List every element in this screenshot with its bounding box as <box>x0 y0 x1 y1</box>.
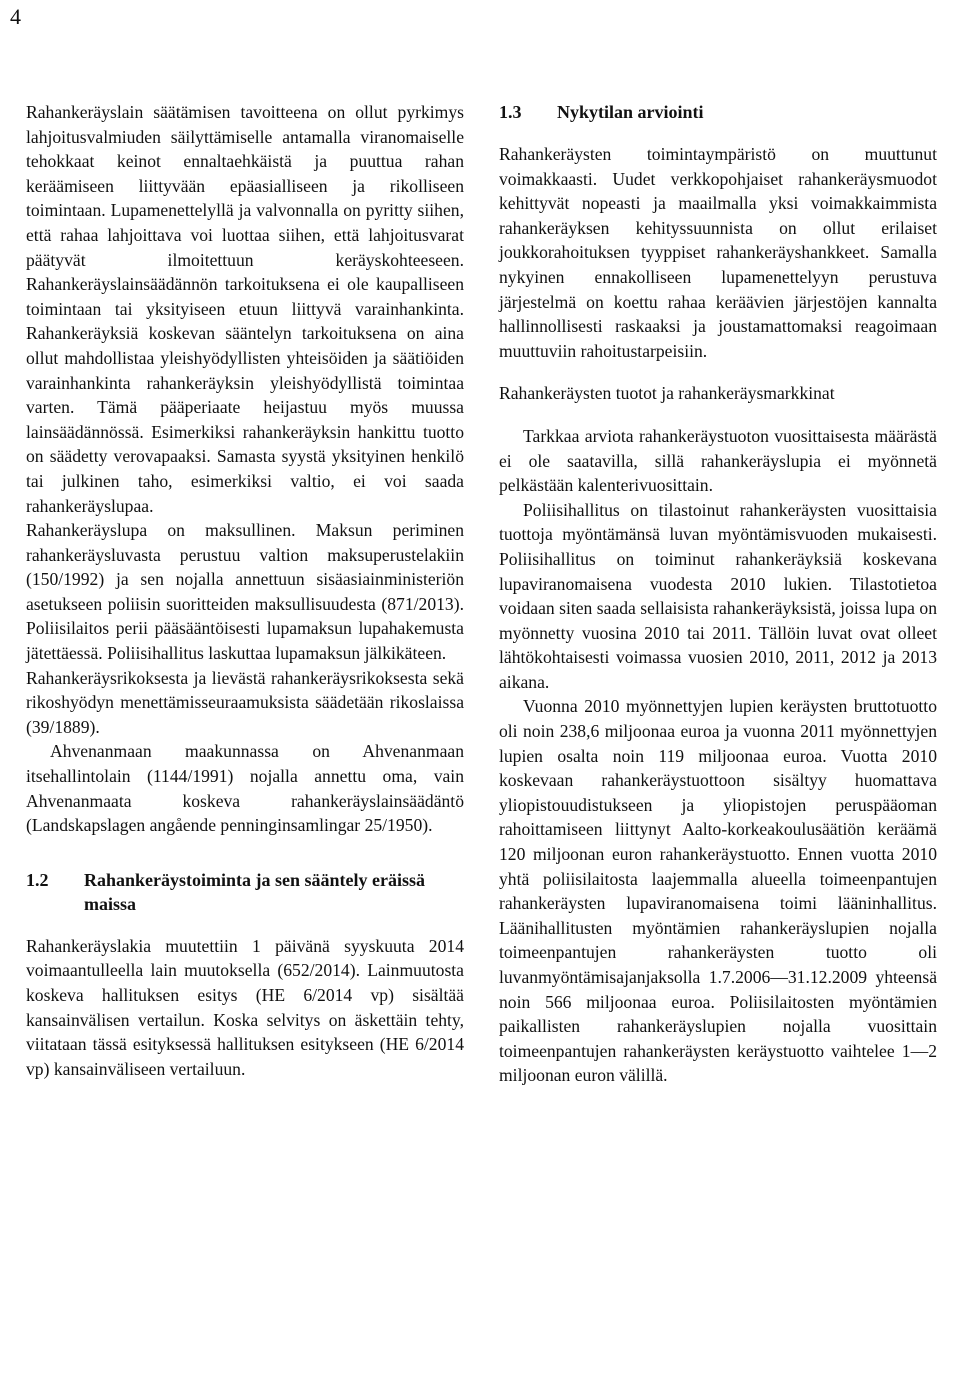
right-column <box>499 100 937 1088</box>
left-column <box>26 100 464 1081</box>
section-title: Rahankeräystoiminta ja sen sääntely eräissä maissa <box>84 869 425 914</box>
paragraph-police-statistics: Poliisihallitus on tilastoinut rahankeräysten vuosittaisia tuottoja myöntämänsä luvan myöntämisvuoden mukaisesti. Poliisihallitus on toiminut rahankeräyksiä koskevana lupaviranomaisena vuodesta 2010 lukien. Tilastotietoa voidaan siten saada sellaisista rahankeräyksistä, joissa lupa on myönnetty vuosina 2010 tai 2011. Tällöin luvat ovat olleet lähtökohtaisesti voimassa vuosien 2010, 2011, 2012 ja 2013 aikana. <box>499 499 937 692</box>
section-heading-1-3 <box>499 100 937 124</box>
paragraph-gross-revenue: Vuonna 2010 myönnettyjen lupien keräysten bruttotuotto oli noin 238,6 miljoonaa euroa ja vuonna 2011 myönnettyjen lupien osalta noin 119 miljoonaa euroa. Vuotta 2010 koskevaan rahankeräystuottoon sisältyy huomattava yliopistouudistukseen ja yliopistojen peruspääoman rahoittamiseen liittynyt Aalto-korkeakoulusäätiön keräämä 120 miljoonan euron rahankeräystuotto. Ennen vuotta 2010 yhtä poliisilaitosta laajemmalla alueella toimeenpantujen rahankeräysten lupaviranomaisena toimi lääninhallitus. Läänihallitusten myöntämien rahankeräyslupien nojalla toimeenpantujen rahankeräysten tuotto oli luvanmyöntämisajanjaksolla 1.7.2006—31.12.2009 yhteensä noin 566 miljoonaa euroa. Poliisilaitosten myöntämien paikallisten rahankeräyslupien nojalla vuosittain toimeenpantujen rahankeräysten keräystuotto vaihtelee 1—2 miljoonan euron välillä. <box>499 696 937 1086</box>
paragraph-estimate: Tarkkaa arviota rahankeräystuoton vuosittaisesta määrästä ei ole saatavilla, sillä rahankeräyslupia ei myönnetä pelkästään kalenterivuosittain. <box>499 425 937 496</box>
section-heading-1-2 <box>26 868 464 916</box>
section-number: 1.3 <box>499 102 522 122</box>
paragraph-fundraising-law-goals: Rahankeräyslain säätämisen tavoitteena on ollut pyrkimys lahjoitusvalmiuden säilyttämiselle antamalla viranomaiselle tehokkaat keinot ennaltaehkäistä ja puuttua rahan keräämiseen liittyvään epäasialliseen ja rikolliseen toimintaan. Lupamenettelyllä ja valvonnalla on pyritty siihen, että rahaa lahjoittava voi luottaa siihen, että lahjoitusvarat päätyvät ilmoitettuun keräyskohteeseen. Rahankeräyslainsäädännön tarkoituksena ei ole kaupalliseen toimintaan tai yksityiseen etuun liittyvä varainhankinta. Rahankeräyksiä koskevan sääntelyn tarkoituksena on aina ollut mahdollistaa yleishyödyllisten yhteisöiden ja säätiöiden varainhankinta rahankeräyksin yleishyödyllistä toimintaa varten. Tämä pääperiaate heijastuu myös muussa lainsäädännössä. Esimerkiksi rahankeräyksin hankittu tuotto on säädetty verovapaaksi. Samasta syystä yksityinen henkilö tai julkinen taho, esimerkiksi valtio, ei voi saada rahankeräyslupaa. <box>26 102 464 516</box>
paragraph-criminal-code: Rahankeräysrikoksesta ja lievästä rahankeräysrikoksesta sekä rikoshyödyn menettämisseuraamuksista säädetään rikoslaissa (39/1889). <box>26 667 464 737</box>
paragraph-law-amendment: Rahankeräyslakia muutettiin 1 päivänä syyskuuta 2014 voimaantulleella lain muutoksella (652/2014). Lainmuutosta koskeva hallituksen esitys (HE 6/2014 vp) sisältää kansainvälisen vertailun. Koska selvitys on äskettäin tehty, viitataan tässä esityksessä hallituksen esitykseen (HE 6/2014 vp) kansainväliseen vertailuun. <box>26 935 464 1079</box>
section-number: 1.2 <box>26 869 49 890</box>
paragraph-permit-fee: Rahankeräyslupa on maksullinen. Maksun periminen rahankeräysluvasta perustuu valtion maksuperustelakiin (150/1992) ja sen nojalla annettuun sisäasiainministeriön asetukseen poliisin suoritteiden maksullisuudesta (871/2013). Poliisilaitos perii pääsääntöisesti lupamaksun lupahakemusta jätettäessä. Poliisihallitus laskuttaa lupamaksun jälkikäteen. <box>26 520 464 664</box>
page-number: 4 <box>10 4 21 29</box>
section-title: Nykytilan arviointi <box>557 102 704 122</box>
paragraph-aland: Ahvenanmaan maakunnassa on Ahvenanmaan itsehallintolain (1144/1991) nojalla annettu oma, vain Ahvenanmaata koskeva rahankeräyslainsäädäntö (Landskapslagen angående penninginsamlingar 25/1950). <box>26 741 464 836</box>
subheading-revenues-markets: Rahankeräysten tuotot ja rahankeräysmarkkinat <box>499 383 835 404</box>
paragraph-operating-environment: Rahankeräysten toimintaympäristö on muuttunut voimakkaasti. Uudet verkkopohjaiset rahankeräysmuodot kehittyvät nopeasti ja maailmalla yksi voimakkaimmista rahankeräyksen kehityssuunnista on ollut erilaiset joukkorahoituksen tyyppiset rahankeräyshankkeet. Samalla nykyinen ennakolliseen lupamenettelyyn perustuva järjestelmä on koettu rahaa keräävien järjestöjen kannalta hallinnollisesti raskaaksi ja joustamattomaksi reagoimaan muuttuviin rahoitustarpeisiin. <box>499 144 937 361</box>
